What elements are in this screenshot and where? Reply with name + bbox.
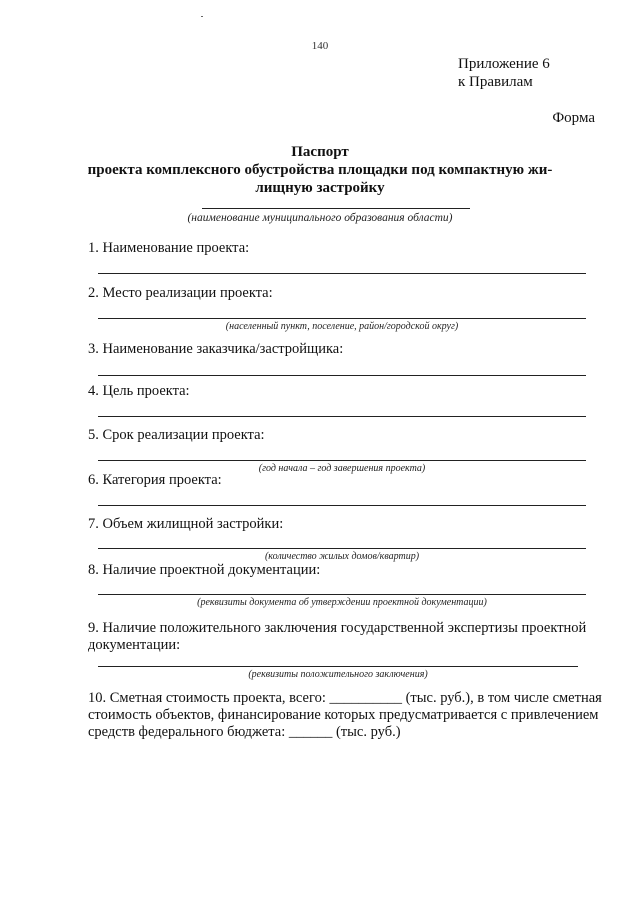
title-line-2: проекта комплексного обустройства площадки под компактную жи- bbox=[87, 162, 553, 178]
item-3-field-line[interactable] bbox=[98, 375, 586, 376]
item-5-label: 5. Срок реализации проекта: bbox=[88, 427, 265, 443]
item-4-field-line[interactable] bbox=[98, 416, 586, 417]
item-6-label: 6. Категория проекта: bbox=[88, 472, 222, 488]
item-7-field-line[interactable] bbox=[98, 548, 586, 549]
item-2-caption: (населенный пункт, поселение, район/городской округ) bbox=[225, 321, 459, 332]
item-3-label: 3. Наименование заказчика/застройщика: bbox=[88, 341, 344, 357]
item-2-field-line[interactable] bbox=[98, 318, 586, 319]
page-number: 140 bbox=[311, 40, 329, 52]
item-9-label-line-1: 9. Наличие положительного заключения государственной экспертизы проектной bbox=[88, 620, 587, 636]
scan-speck bbox=[201, 16, 203, 17]
item-10-paragraph bbox=[88, 690, 602, 741]
municipality-field-line[interactable] bbox=[202, 208, 470, 209]
item-10-line-2: стоимость объектов, финансирование которых предусматривается с привлечением bbox=[88, 707, 599, 723]
item-4-label: 4. Цель проекта: bbox=[88, 383, 190, 399]
item-9-field-line[interactable] bbox=[98, 666, 578, 667]
item-10-line-1: 10. Сметная стоимость проекта, всего: __________ (тыс. руб.), в том числе сметная bbox=[88, 690, 602, 706]
item-5-field-line[interactable] bbox=[98, 460, 586, 461]
item-9-caption: (реквизиты положительного заключения) bbox=[248, 669, 428, 680]
item-5-caption: (год начала – год завершения проекта) bbox=[258, 463, 426, 474]
item-9-label-line-2: документации: bbox=[88, 637, 181, 653]
title-line-3: лищную застройку bbox=[255, 180, 385, 196]
item-2-label: 2. Место реализации проекта: bbox=[88, 285, 273, 301]
municipality-caption: (наименование муниципального образования области) bbox=[187, 212, 453, 224]
item-1-field-line[interactable] bbox=[98, 273, 586, 274]
item-8-field-line[interactable] bbox=[98, 594, 586, 595]
document-title bbox=[0, 143, 640, 197]
item-8-label: 8. Наличие проектной документации: bbox=[88, 562, 321, 578]
form-label: Форма bbox=[552, 110, 595, 126]
item-10-line-3: средств федерального бюджета: ______ (тыс. руб.) bbox=[88, 724, 401, 740]
title-line-1: Паспорт bbox=[291, 144, 349, 160]
appendix-line-1: Приложение 6 bbox=[458, 56, 550, 72]
item-7-caption: (количество жилых домов/квартир) bbox=[264, 551, 420, 562]
item-7-label: 7. Объем жилищной застройки: bbox=[88, 516, 284, 532]
item-6-field-line[interactable] bbox=[98, 505, 586, 506]
item-1-label: 1. Наименование проекта: bbox=[88, 240, 250, 256]
appendix-reference bbox=[458, 55, 550, 91]
appendix-line-2: к Правилам bbox=[458, 74, 533, 90]
item-8-caption: (реквизиты документа об утверждении проектной документации) bbox=[197, 597, 487, 608]
